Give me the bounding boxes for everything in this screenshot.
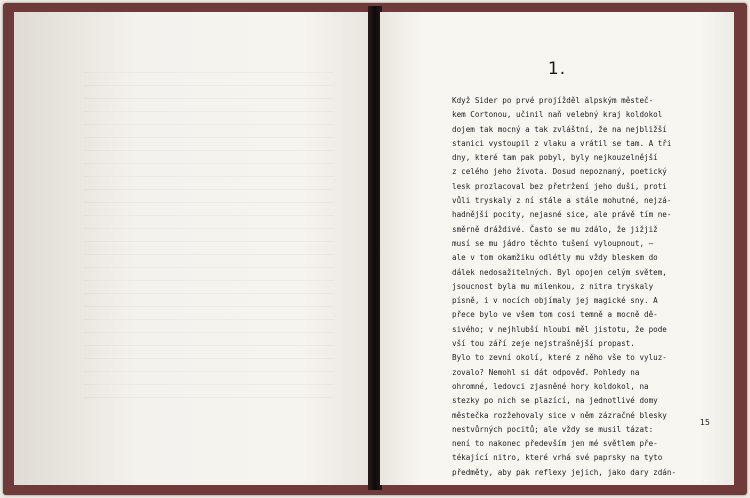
text-line: dny, které tam pak pobyl, byly nejkouzelnější [452, 153, 658, 163]
text-line: písně, i v nocích objímaly jej magické sny. A [452, 296, 658, 306]
right-page [380, 12, 734, 485]
text-line: hadnější pocity, nejasné sice, ale právě tím ne- [452, 210, 672, 220]
body-text [452, 94, 700, 480]
text-line: ale v tom okamžiku odlétly mu vždy bleskem do [452, 253, 658, 263]
text-line: tékající nitro, které vrhá své paprsky na tyto [452, 453, 663, 463]
text-line: zovalo? Nemohl si dát odpověď. Pohledy na [452, 367, 640, 377]
text-line: předměty, aby pak reflexy jejich, jako dary zdán- [452, 467, 677, 477]
text-line: jsoucnost byla mu milenkou, z nitra tryskaly [452, 281, 654, 291]
chapter-title: 1. [547, 59, 567, 79]
text-line: z celého jeho života. Dosud nepoznaný, poetický [452, 167, 667, 177]
left-page [14, 12, 372, 485]
text-line: přece bylo ve všem tom cosi temně a mocně dě- [452, 310, 658, 320]
text-line: Bylo to zevní okolí, které z něho vše to vyluz- [452, 353, 667, 363]
show-through-text [84, 72, 334, 402]
text-line: sivého; v nejhlubší hloubi měl jistotu, že pode [452, 324, 667, 334]
text-line: nestvůrných pocitů; ale vždy se musil tázat: [452, 424, 654, 434]
text-line: dojem tak mocný a tak zvláštní, že na nejbližší [452, 124, 667, 134]
text-line: stezky po nich se plazící, na jednotlivé domy [452, 396, 658, 406]
text-line: ohromné, ledovci zjasněné hory koldokol, na [452, 381, 649, 391]
text-line: není to nakonec především jen mé světlem pře- [452, 439, 658, 449]
text-line: vší tou září zeje nejstrašnější propast. [452, 339, 635, 349]
text-line: směrně dráždivé. Často se mu zdálo, že jižjiž [452, 224, 658, 234]
text-line: musí se mu jádro těchto tušení vyloupnout, — [452, 238, 654, 248]
text-line: dálek nedosažitelných. Byl opojen celým světem, [452, 267, 667, 277]
text-line: Když Sider po prvé projížděl alpským městeč- [452, 96, 654, 105]
text-line: kem Cortonou, učinil naň velebný kraj koldokol [452, 110, 663, 120]
page-number: 15 [699, 418, 710, 427]
text-line: stanici vystoupil z vlaku a vrátil se tam. A tři [452, 138, 672, 148]
text-line: lesk prozlacoval bez přetržení jeho duši, proti [452, 181, 667, 191]
text-line: městečka rozžehovaly sice v něm zázračné blesky [452, 410, 667, 420]
text-line: vůli tryskaly z ní stále a stále mohutné, nejzá- [452, 196, 672, 206]
